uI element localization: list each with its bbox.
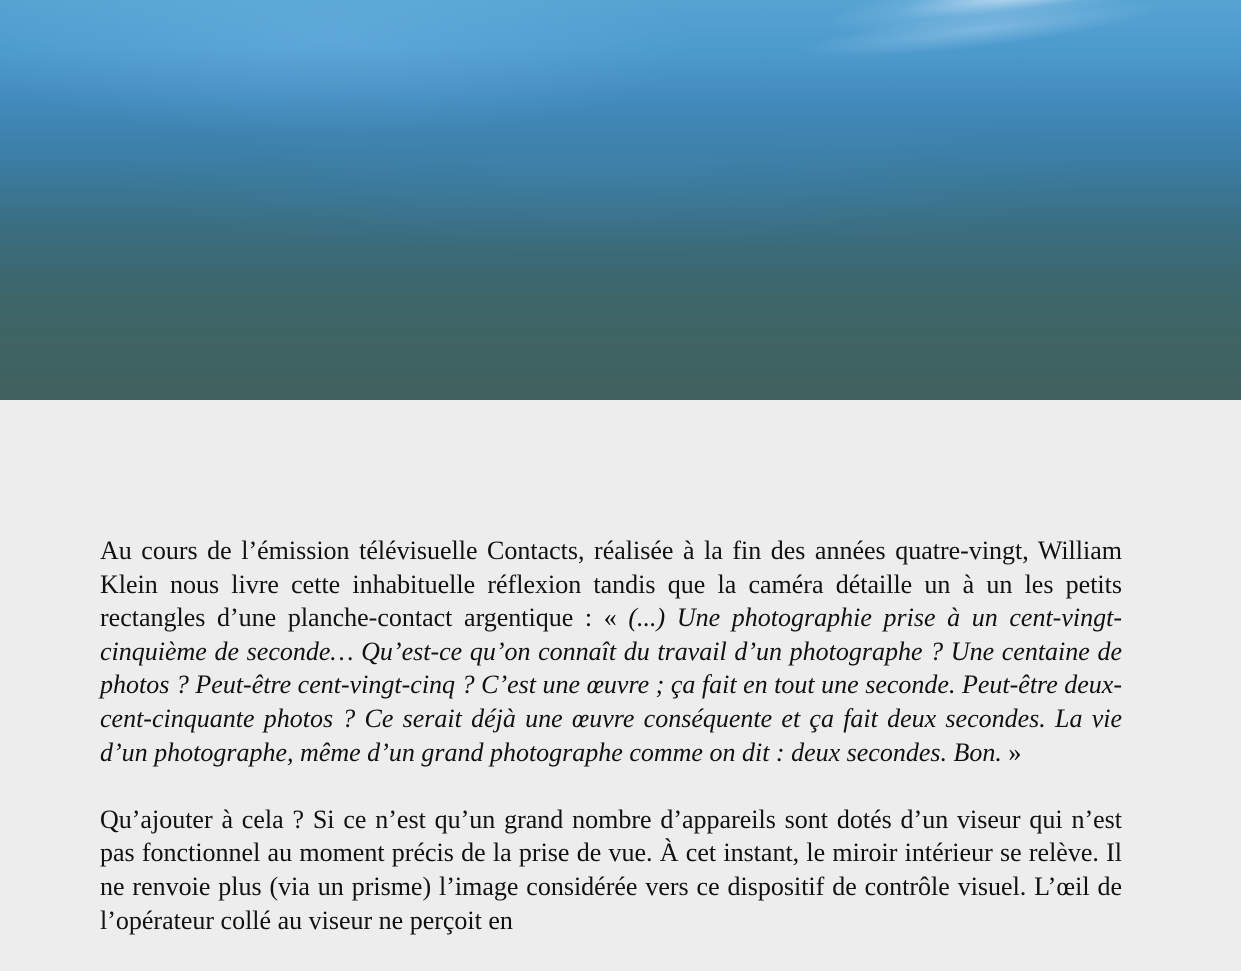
paragraph-viewfinder: Qu’ajouter à cela ? Si ce n’est qu’un grand nombre d’appareils sont dotés d’un viseur qui n’est pas fonctionnel au moment précis de la prise de vue. À cet instant, le miroir intérieur se relève. Il ne renvoie plus (via un prisme) l’image considérée vers ce dispositif de contrôle visuel. L’œil de l’opérateur collé au viseur ne perçoit en xyxy=(100,804,1122,935)
article-body xyxy=(100,534,1122,971)
water-ripples xyxy=(0,200,1241,400)
paragraph-klein-quote xyxy=(100,534,1122,769)
paragraph-intro: Au cours de l’émission télévisuelle Contacts, réalisée à la fin des années quatre-vingt, William Klein nous livre cette inhabituelle réflexion tandis que la caméra détaille un à un les petits rectangles d’une planche-contact argentique : « xyxy=(100,536,1122,633)
hero-photo xyxy=(0,0,1241,400)
klein-quote: (...) Une photographie prise à un cent-vingt-cinquième de seconde… Qu’est-ce qu’on connaît du travail d’un photographe ? Une centaine de photos ? Peut-être cent-vingt-cinq ? C’est une œuvre ; ça fait en tout une seconde. Peut-être deux-cent-cinquante photos ? Ce serait déjà une œuvre conséquente et ça fait deux secondes. La vie d’un photographe, même d’un grand photographe comme on dit : deux secondes. Bon. xyxy=(100,603,1122,767)
quote-close: » xyxy=(1001,737,1022,767)
